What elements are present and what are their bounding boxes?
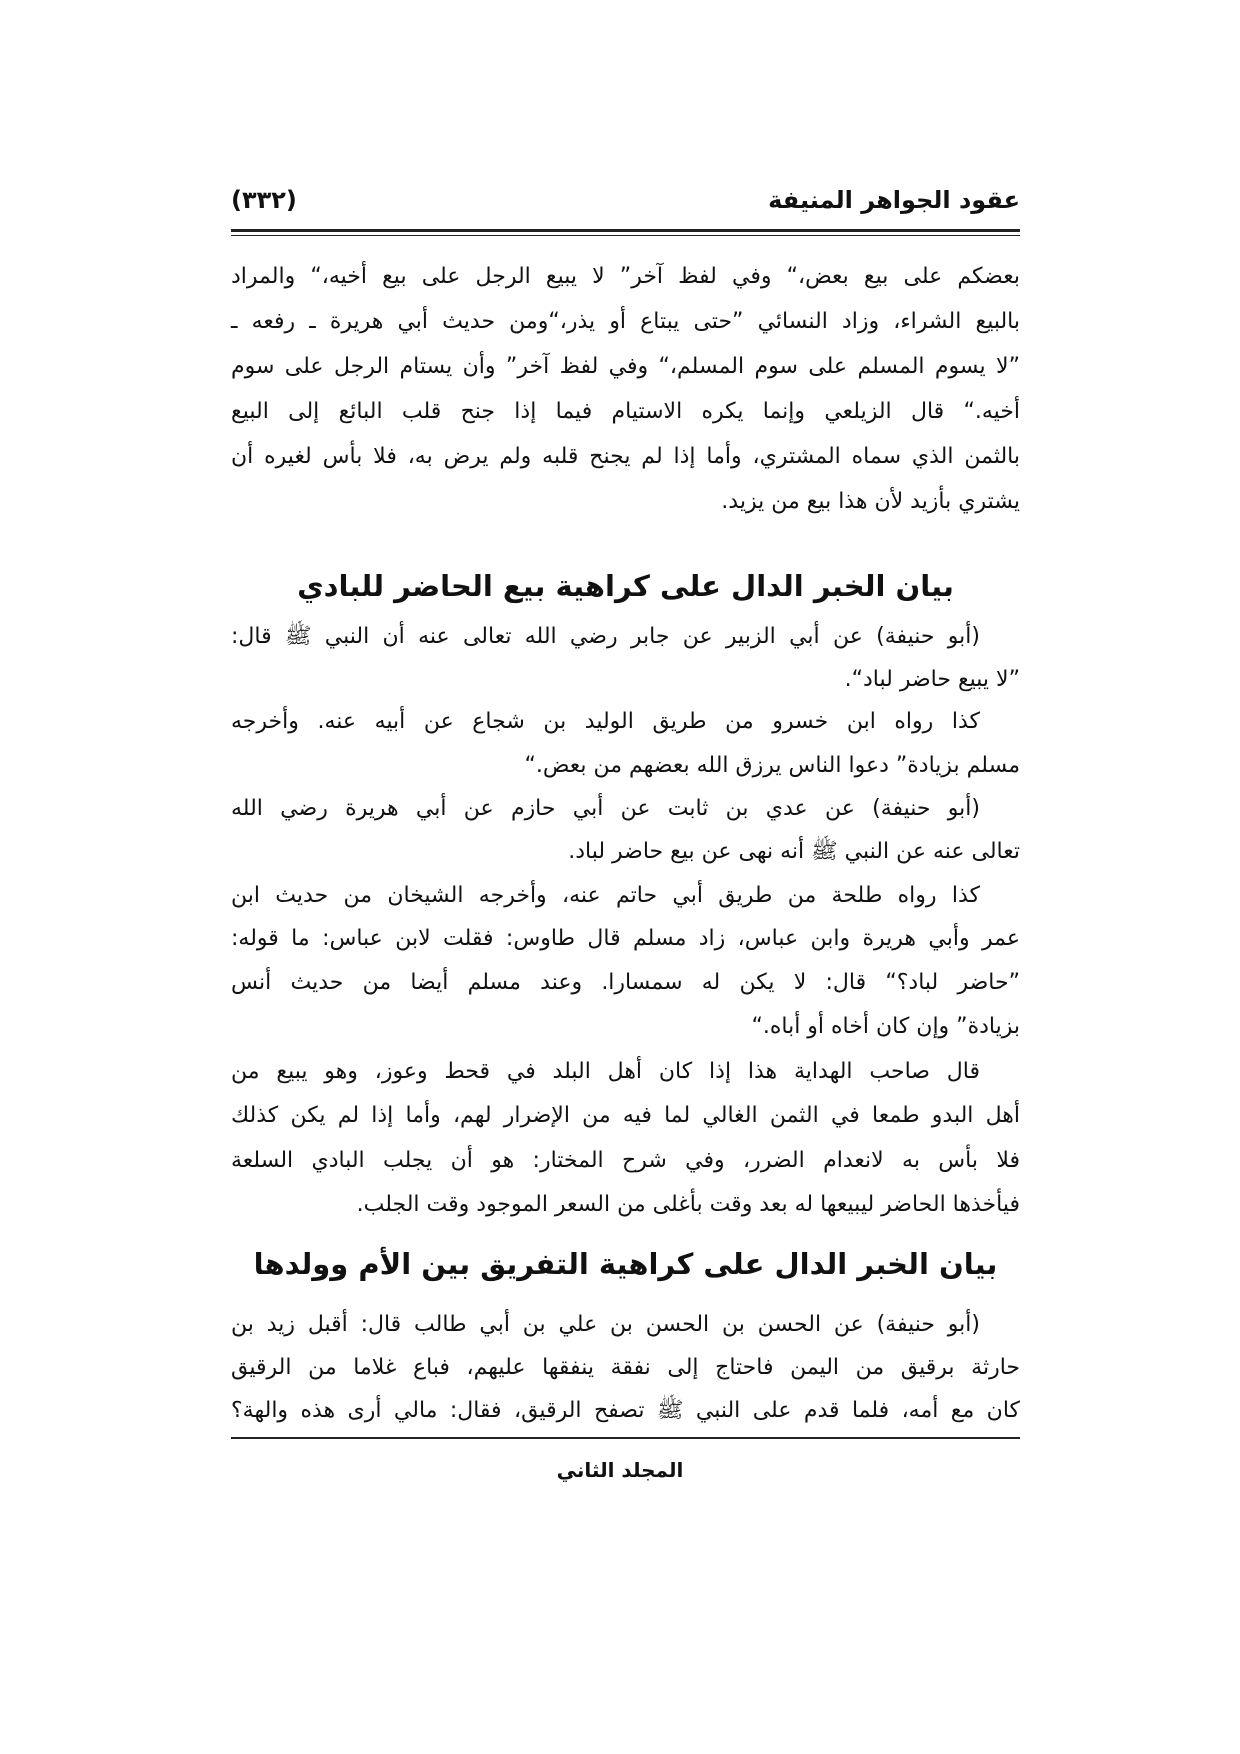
text-line: فيأخذها الحاضر ليبيعها له بعد وقت بأغلى من السعر الموجود وقت الجلب. (356, 1192, 1020, 1217)
text-line: (أبو حنيفة) عن الحسن بن الحسن بن علي بن أبي طالب قال: أقبل زيد بن (231, 1312, 980, 1337)
text-line: (أبو حنيفة) عن أبي الزبير عن جابر رضي الله تعالى عنه أن النبي ﷺ قال: (231, 624, 980, 649)
text-line: ”لا يسوم المسلم على سوم المسلم،“ وفي لفظ آخر” وأن يستام الرجل على سوم (231, 354, 1020, 379)
running-header-title: عقود الجواهر المنيفة (768, 186, 1020, 214)
text-line: ”لا يبيع حاضر لباد“. (844, 667, 1020, 692)
section-heading: بيان الخبر الدال على كراهية التفريق بين الأم وولدها (253, 1247, 998, 1281)
text-line: كان مع أمه، فلما قدم على النبي ﷺ تصفح الرقيق، فقال: مالي أرى هذه والهة؟ (231, 1398, 1020, 1423)
text-line: مسلم بزيادة” دعوا الناس يرزق الله بعضهم من بعض.“ (524, 753, 1020, 778)
text-line: فلا بأس به لانعدام الضرر، وفي شرح المختار: هو أن يجلب البادي السلعة (231, 1148, 1020, 1173)
text-line: بزيادة” وإن كان أخاه أو أباه.“ (751, 1014, 1020, 1039)
page-number: (٣٣٢) (231, 186, 297, 214)
text-line: بعضكم على بيع بعض،“ وفي لفظ آخر” لا يبيع الرجل على بيع أخيه،“ والمراد (231, 264, 1020, 289)
text-line: ”حاضر لباد؟“ قال: لا يكن له سمسارا. وعند مسلم أيضا من حديث أنس (231, 970, 1020, 995)
section-heading: بيان الخبر الدال على كراهية بيع الحاضر للبادي (297, 569, 954, 603)
text-line: كذا رواه ابن خسرو من طريق الوليد بن شجاع عن أبيه عنه. وأخرجه (231, 709, 980, 734)
text-line: قال صاحب الهداية هذا إذا كان أهل البلد في قحط وعوز، وهو يبيع من (231, 1059, 980, 1084)
text-line: تعالى عنه عن النبي ﷺ أنه نهى عن بيع حاضر لباد. (568, 839, 1020, 864)
text-line: يشتري بأزيد لأن هذا بيع من يزيد. (721, 489, 1020, 514)
text-line: أهل البدو طمعا في الثمن الغالي لما فيه من الإضرار لهم، وأما إذا لم يكن كذلك (231, 1103, 1020, 1128)
text-line: (أبو حنيفة) عن عدي بن ثابت عن أبي حازم عن أبي هريرة رضي الله (231, 796, 980, 821)
text-line: بالثمن الذي سماه المشتري، وأما إذا لم يجنح قلبه ولم يرض به، فلا بأس لغيره أن (231, 444, 1020, 469)
header-rule-thin (231, 235, 1020, 236)
text-line: أخيه.“ قال الزيلعي وإنما يكره الاستيام فيما إذا جنح قلب البائع إلى البيع (231, 399, 1020, 424)
text-line: حارثة برقيق من اليمن فاحتاج إلى نفقة ينفقها عليهم، فباع غلاما من الرقيق (231, 1355, 1020, 1380)
header-rule-thick (231, 229, 1020, 232)
text-line: بالبيع الشراء، وزاد النسائي ”حتى يبتاع أو يذر،“ومن حديث أبي هريرة ـ رفعه ـ (231, 309, 1020, 334)
footer-rule (231, 1437, 1020, 1439)
volume-footer: المجلد الثاني (556, 1458, 684, 1482)
text-line: عمر وأبي هريرة وابن عباس، زاد مسلم قال طاوس: فقلت لابن عباس: ما قوله: (231, 926, 1020, 951)
text-line: كذا رواه طلحة من طريق أبي حاتم عنه، وأخرجه الشيخان من حديث ابن (231, 883, 980, 908)
